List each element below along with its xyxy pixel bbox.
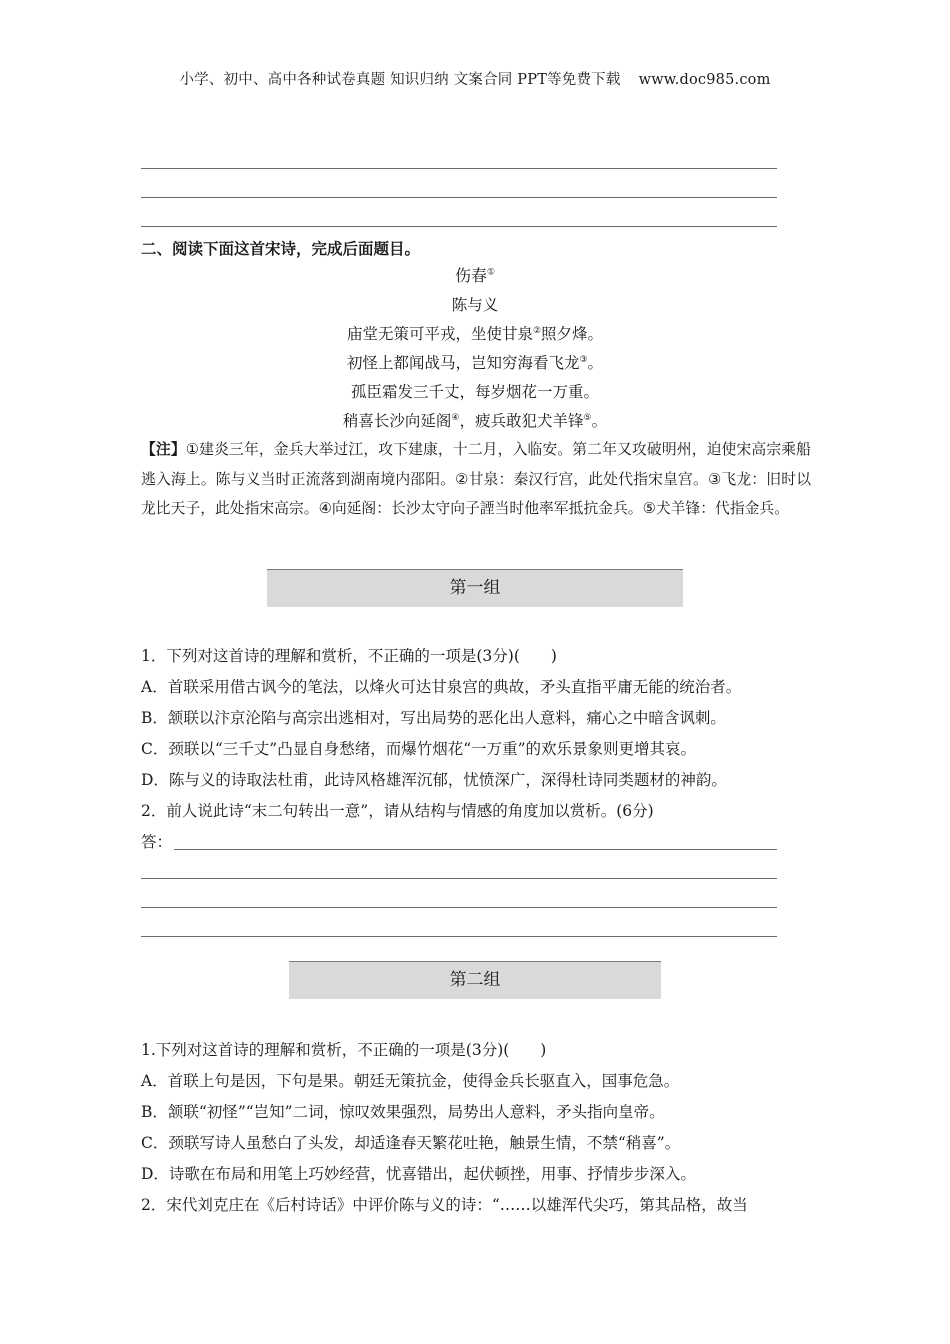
poem-line-3: 孤臣霜发三千丈，每岁烟花一万重。 bbox=[350, 383, 599, 401]
group-2-question-2: 2．宋代刘克庄在《后村诗话》中评价陈与义的诗：“……以雄浑代尖巧，第其品格，故当 bbox=[141, 1196, 748, 1214]
group-2-option-b: B．颔联“初怪”“岂知”二词，惊叹效果强烈，局势出人意料，矛头指向皇帝。 bbox=[141, 1103, 665, 1121]
poem-line-1: 庙堂无策可平戎，坐使甘泉②照夕烽。 bbox=[346, 325, 604, 343]
group-2-option-d: D．诗歌在布局和用笔上巧妙经营，忧喜错出，起伏顿挫，用事、抒情步步深入。 bbox=[141, 1165, 696, 1183]
answer-line bbox=[141, 168, 777, 169]
answer-line[interactable] bbox=[141, 907, 777, 908]
group-2-option-c: C．颈联写诗人虽愁白了头发，却适逢春天繁花吐艳，触景生情，不禁“稍喜”。 bbox=[141, 1134, 681, 1152]
group-1-option-a: A．首联采用借古讽今的笔法，以烽火可达甘泉宫的典故，矛头直指平庸无能的统治者。 bbox=[141, 678, 742, 696]
poem-note bbox=[141, 435, 811, 524]
answer-line[interactable] bbox=[174, 849, 777, 850]
answer-line bbox=[141, 226, 777, 227]
group-1-banner: 第一组 bbox=[267, 569, 683, 607]
group-2-banner: 第二组 bbox=[289, 961, 661, 999]
group-1-question-1: 1．下列对这首诗的理解和赏析，不正确的一项是(3分)( ) bbox=[141, 647, 557, 665]
answer-line bbox=[141, 197, 777, 198]
section-heading: 二、阅读下面这首宋诗，完成后面题目。 bbox=[141, 239, 421, 258]
answer-line[interactable] bbox=[141, 936, 777, 937]
group-1-option-c: C．颈联以“三千丈”凸显自身愁绪，而爆竹烟花“一万重”的欢乐景象则更增其哀。 bbox=[141, 740, 697, 758]
answer-line[interactable] bbox=[141, 878, 777, 879]
footnote-mark: ① bbox=[486, 267, 496, 278]
group-2-question-1: 1.下列对这首诗的理解和赏析，不正确的一项是(3分)( ) bbox=[141, 1041, 547, 1059]
poem-line-2: 初怪上都闻战马，岂知穷海看飞龙③。 bbox=[346, 354, 604, 372]
header-text: 小学、初中、高中各种试卷真题 知识归纳 文案合同 PPT等免费下载 bbox=[179, 72, 621, 88]
group-2-option-a: A．首联上句是因，下句是果。朝廷无策抗金，使得金兵长驱直入，国事危急。 bbox=[141, 1072, 680, 1090]
note-tag: 【注】 bbox=[141, 441, 186, 458]
header-url[interactable]: www.doc985.com bbox=[638, 72, 771, 88]
poem-title: 伤春① bbox=[454, 266, 496, 285]
poem-line-4: 稍喜长沙向延阁④，疲兵敢犯犬羊锋⑤。 bbox=[342, 412, 608, 430]
answer-label: 答： bbox=[141, 833, 173, 851]
poem-author: 陈与义 bbox=[451, 296, 499, 314]
group-1-option-b: B．颔联以汴京沦陷与高宗出逃相对，写出局势的恶化出人意料，痛心之中暗含讽刺。 bbox=[141, 709, 726, 727]
note-text: ①建炎三年，金兵大举过江，攻下建康，十二月，入临安。第二年又攻破明州，迫使宋高宗乘船逃入海上。陈与义当时正流落到湖南境内邵阳。②甘泉：秦汉行宫，此处代指宋皇宫。③飞龙：旧时以龙比天子，此处指宋高宗。④向延阁：长沙太守向子諲当时他率军抵抗金兵。⑤犬羊锋：代指金兵。 bbox=[141, 441, 811, 517]
group-1-option-d: D．陈与义的诗取法杜甫，此诗风格雄浑沉郁，忧愤深广，深得杜诗同类题材的神韵。 bbox=[141, 771, 727, 789]
group-1-question-2: 2．前人说此诗“末二句转出一意”，请从结构与情感的角度加以赏析。(6分) bbox=[141, 802, 654, 820]
page-header bbox=[0, 68, 950, 89]
